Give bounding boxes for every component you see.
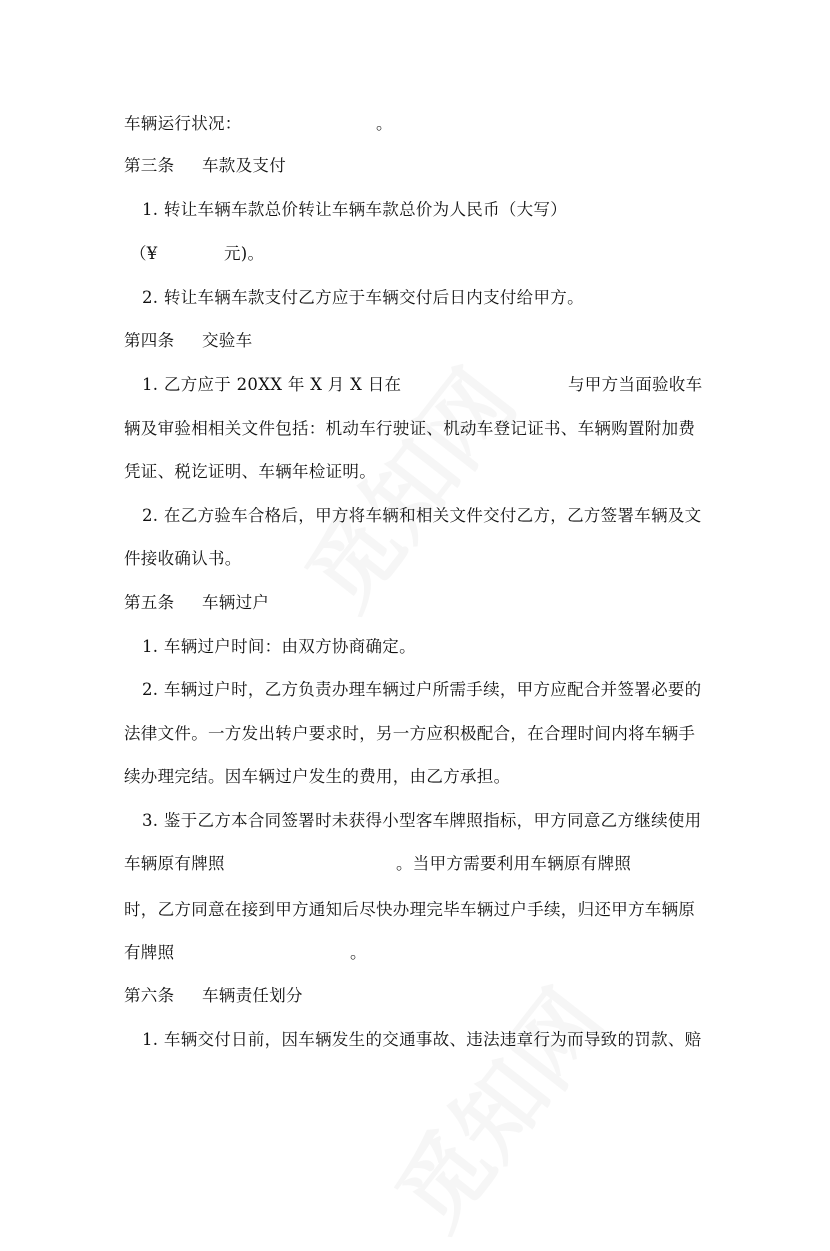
paragraph-line: 件接收确认书。 [124,549,242,568]
license-plate-label: 车辆原有牌照 [124,854,225,873]
paragraph-line: 1. 车辆交付日前，因车辆发生的交通事故、违法违章行为而导致的罚款、赔 [142,1030,702,1049]
yuan-symbol: （¥ [130,244,158,263]
article-number: 第五条 [124,593,175,612]
paragraph-line: 2. 转让车辆车款支付乙方应于车辆交付后日内支付给甲方。 [142,288,584,307]
article-title: 车辆责任划分 [202,986,303,1005]
paragraph-line: 辆及审验相相关文件包括：机动车行驶证、机动车登记证书、车辆购置附加费 [124,419,696,438]
vehicle-status-label: 车辆运行状况： [124,114,242,133]
inspection-place-text: 与甲方当面验收车 [568,375,703,394]
period-mark: 。 [376,114,393,133]
article-title: 车款及支付 [202,156,286,175]
article-number: 第四条 [124,331,175,350]
paragraph-line: 时，乙方同意在接到甲方通知后尽快办理完毕车辆过户手续，归还甲方车辆原 [124,900,696,919]
period-mark: 。 [350,943,367,962]
article-title: 车辆过户 [202,593,270,612]
paragraph-line: 凭证、税讫证明、车辆年检证明。 [124,462,376,481]
watermark [361,959,630,1251]
yuan-unit: 元)。 [224,244,265,263]
article-number: 第六条 [124,986,175,1005]
article-number: 第三条 [124,156,175,175]
article-title: 交验车 [202,331,253,350]
paragraph-line: 2. 车辆过户时，乙方负责办理车辆过户所需手续，甲方应配合并签署必要的 [142,680,702,699]
paragraph-line: 3. 鉴于乙方本合同签署时未获得小型客车牌照指标，甲方同意乙方继续使用 [142,811,702,830]
paragraph-line: 法律文件。一方发出转户要求时，另一方应积极配合，在合理时间内将车辆手 [124,724,696,743]
inspection-date-text: 1. 乙方应于 20XX 年 X 月 X 日在 [142,375,402,394]
paragraph-line: 续办理完结。因车辆过户发生的费用，由乙方承担。 [124,767,511,786]
paragraph-line: 1. 车辆过户时间：由双方协商确定。 [142,637,416,656]
paragraph-line: 1. 转让车辆车款总价转让车辆车款总价为人民币（大写） [142,200,568,219]
paragraph-line: 2. 在乙方验车合格后，甲方将车辆和相关文件交付乙方，乙方签署车辆及文 [142,506,702,525]
license-plate-label: 有牌照 [124,943,175,962]
license-plate-text: 。当甲方需要利用车辆原有牌照 [396,854,632,873]
